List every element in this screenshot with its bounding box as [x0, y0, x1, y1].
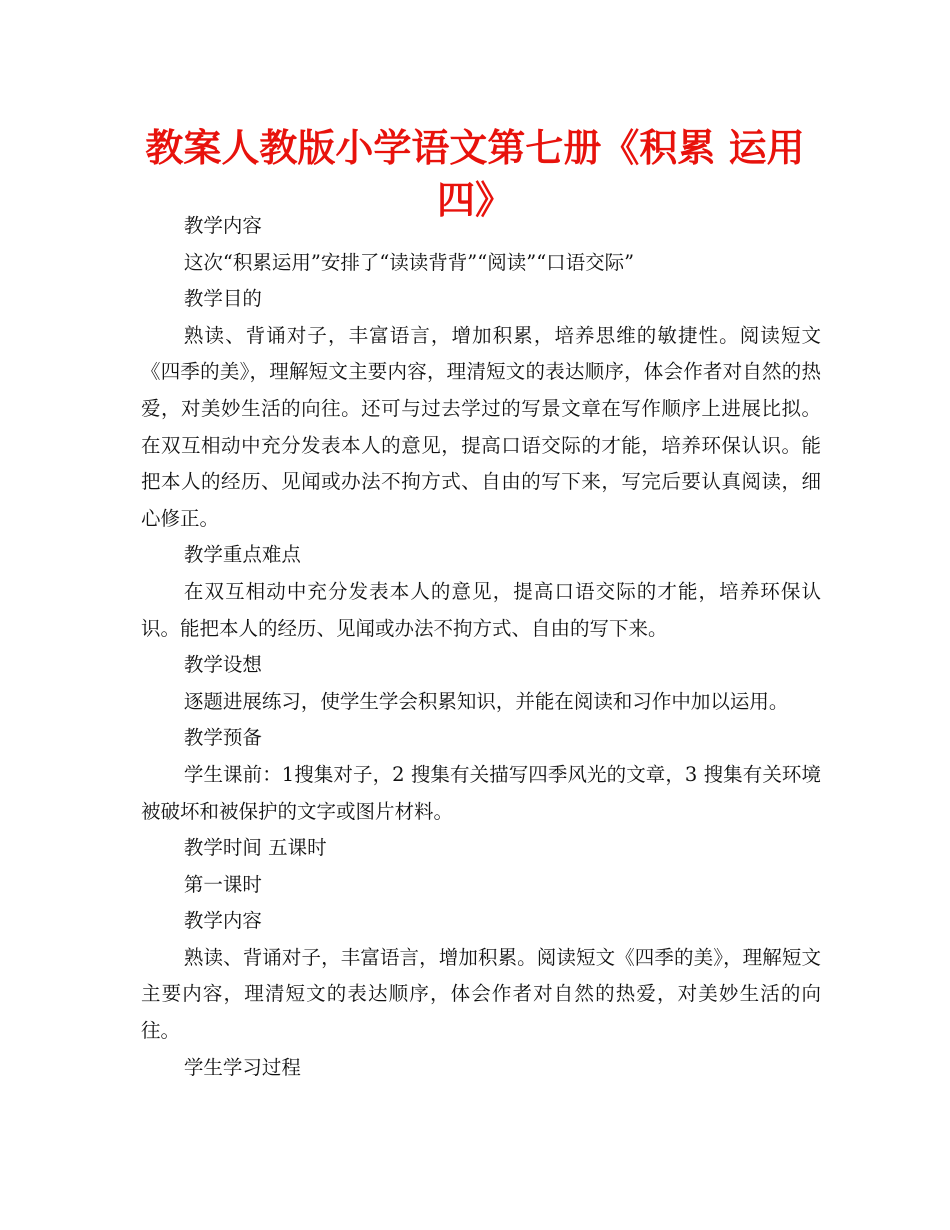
paragraph-content-overview: 这次“积累运用”安排了“读读背背”“阅读”“口语交际”	[183, 250, 635, 274]
paragraph-teaching-goals: 熟读、背诵对子，丰富语言，增加积累，培养思维的敏捷性。阅读短文《四季的美》，理解短文主要内容，理清短文的表达顺序，体会作者对自然的热爱，对美妙生活的向往。还可与过去学过的写景文章在写作顺序上进展比拟。在双互相动中充分发表本人的意见，提高口语交际的才能，培养环保认识。能把本人的经历、见闻或办法不拘方式、自由的写下来，写完后要认真阅读，细心修正。	[141, 323, 821, 530]
section-heading-first-lesson: 第一课时	[183, 872, 262, 896]
section-heading-key-points: 教学重点难点	[183, 543, 301, 567]
paragraph-lesson-content: 熟读、背诵对子，丰富语言，增加积累。阅读短文《四季的美》，理解短文主要内容，理清短文的表达顺序，体会作者对自然的热爱，对美妙生活的向往。	[141, 945, 821, 1043]
document-title: 教案人教版小学语文第七册《积累 运用四》	[145, 126, 805, 222]
section-heading-learning-process: 学生学习过程	[183, 1055, 301, 1079]
section-heading-teaching-content: 教学内容	[183, 214, 262, 237]
section-heading-teaching-plan: 教学设想	[183, 653, 262, 677]
paragraph-key-points: 在双互相动中充分发表本人的意见，提高口语交际的才能，培养环保认识。能把本人的经历、见闻或办法不拘方式、自由的写下来。	[141, 579, 821, 640]
paragraph-preparation: 学生课前：1搜集对子，2 搜集有关描写四季风光的文章，3 搜集有关环境被破坏和被保护的文字或图片材料。	[141, 762, 821, 823]
paragraph-teaching-time: 教学时间 五课时	[183, 836, 327, 860]
section-heading-preparation: 教学预备	[183, 726, 262, 750]
section-heading-lesson-content: 教学内容	[183, 909, 262, 933]
section-heading-teaching-goals: 教学目的	[183, 287, 262, 311]
document-body	[141, 208, 821, 1086]
paragraph-teaching-plan: 逐题进展练习，使学生学会积累知识，并能在阅读和习作中加以运用。	[183, 689, 789, 713]
